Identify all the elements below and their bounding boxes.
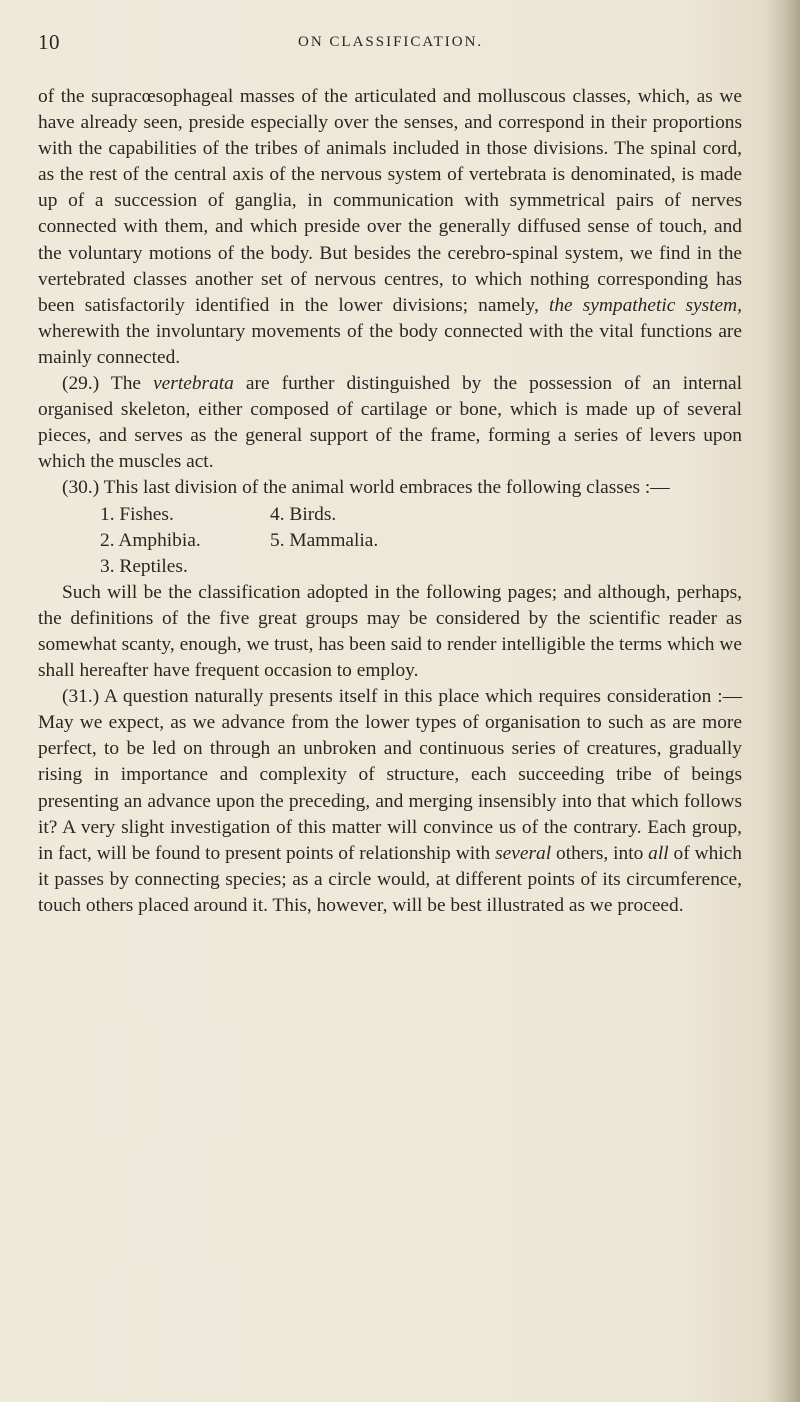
emphasis-vertebrata: vertebrata <box>153 373 234 395</box>
text-run: of which it passes by connecting species; as a circle would, at different points of its circumference, touch others placed around it. This, however, will be best illustrated as we proceed. <box>38 842 742 916</box>
emphasis-sympathetic-system: the sympathetic system, <box>548 294 743 316</box>
emphasis-all: all <box>648 842 669 864</box>
class-item-fishes: 1. Fishes. <box>100 503 174 525</box>
paragraph-31 <box>38 684 742 919</box>
text-run: are further distinguished by the possession of an internal organised skeleton, either composed of cartilage or bone, which is made up of several pieces, and serves as the general support of the frame, forming a series of levers upon which the muscles act. <box>38 373 742 473</box>
text-run: others, into <box>551 842 649 864</box>
paragraph-29 <box>38 371 742 475</box>
class-item-reptiles: 3. Reptiles. <box>100 555 188 577</box>
class-item-birds: 4. Birds. <box>270 503 337 525</box>
classes-list <box>100 502 742 580</box>
paragraph-classification: Such will be the classification adopted in the following pages; and although, perhaps, the definitions of the five great groups may be considered by the scientific reader as somewhat scanty, enough, we trust, has been said to render intelligible the terms which we shall hereafter have frequent occasion to employ. <box>38 581 742 682</box>
text-run: (31.) A question naturally presents itself in this place which requires consideration :—May we expect, as we advance from the lower types of organisation to such as are more perfect, to be led on through an unbroken and continuous series of creatures, gradually rising in importance and complexity of structure, each succeeding tribe of beings presenting an advance upon the preceding, and merging insensibly into that which follows it? A very slight investigation of this matter will convince us of the contrary. Each group, in fact, will be found to present points of relationship with <box>38 686 742 864</box>
page-number: 10 <box>38 30 60 54</box>
paragraph-continued <box>38 84 742 371</box>
paragraph-30: (30.) This last division of the animal world embraces the following classes :— <box>62 477 670 499</box>
text-run: wherewith the involuntary movements of the body connected with the vital functions are mainly connected. <box>38 320 742 368</box>
page-header <box>38 30 740 56</box>
class-item-amphibia: 2. Amphibia. <box>100 529 201 551</box>
body-text <box>38 84 742 919</box>
text-run: (29.) The <box>62 373 154 395</box>
running-head: ON CLASSIFICATION. <box>298 34 484 50</box>
text-run: of the supracœsophageal masses of the articulated and molluscous classes, which, as we have already seen, preside especially over the senses, and correspond in their proportions with the capabilities of the tribes of animals included in those divisions. The spinal cord, as the rest of the central axis of the nervous system of vertebrata is denominated, is made up of a succession of ganglia, in communication with symmetrical pairs of nerves connected with them, and which preside over the generally diffused sense of touch, and the voluntary motions of the body. But besides the cerebro-spinal system, we find in the vertebrated classes another set of nervous centres, to which nothing corresponding has been satisfactorily identified in the lower divisions; namely, <box>38 86 742 316</box>
class-item-mammalia: 5. Mammalia. <box>270 529 379 551</box>
emphasis-several: several <box>495 842 552 864</box>
page-edge-shadow <box>766 0 800 1402</box>
